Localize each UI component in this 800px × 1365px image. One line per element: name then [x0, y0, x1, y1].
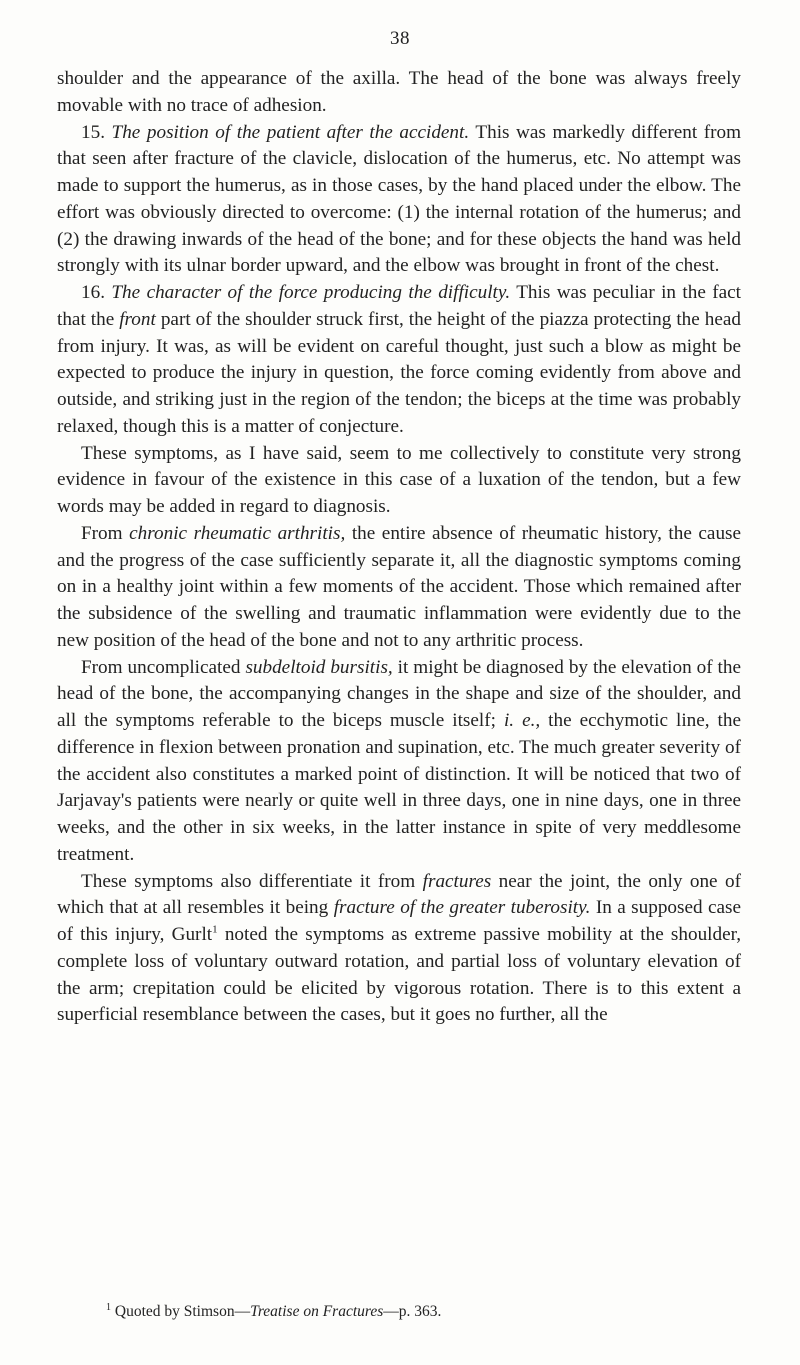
- footnote-text: Quoted by Stimson—: [114, 1303, 251, 1320]
- footnote-marker: 1: [106, 1301, 111, 1313]
- paragraph-text: near the joint, the only one of which that at all resembles it being: [57, 870, 742, 919]
- paragraph-luxation: [57, 441, 741, 521]
- footnote-title: Treatise on Fractures: [250, 1303, 384, 1320]
- paragraph-text: shoulder and the appearance of the axilla. The head of the bone was always freely movable with no trace of adhesion.: [57, 68, 741, 116]
- emphasis: front: [119, 308, 156, 330]
- paragraph-text: In a supposed case of this injury, Gurlt: [57, 897, 742, 945]
- paragraph-number: 15.: [81, 121, 105, 143]
- paragraph-15: [57, 120, 741, 281]
- paragraph-text: the entire absence of rheumatic history, the cause and the progress of the case sufficiently separate it, all the diagnostic symptoms coming on in a healthy joint within a few moments of the accident. Those which remained after the subsidence of the swelling and traumatic inflammation were evidently due to the new position of the head of the bone and not to any arthritic process.: [57, 522, 742, 651]
- paragraph-text: it might be diagnosed by the elevation of the head of the bone, the accompanying changes in the shape and size of the shoulder, and all the symptoms referable to the biceps muscle itself;: [57, 656, 741, 731]
- paragraph-text: These symptoms, as I have said, seem to me collectively to constitute very strong evidence in favour of the existence in this case of a luxation of the tendon, but a few words may be added in regard to diagnosis.: [57, 442, 741, 517]
- footnote: [106, 1302, 746, 1322]
- paragraph-number: 16.: [81, 282, 105, 303]
- emphasis: chronic rheumatic arthritis,: [129, 522, 346, 544]
- body-text: [57, 66, 741, 1029]
- paragraph-text: the ecchymotic line, the difference in flexion between pronation and supination, etc. The much greater severity of the accident also constitutes a marked point of distinction. It will be noticed that two of Jarjavay's patients were nearly or quite well in three days, one in nine days, one in three weeks, and the other in six weeks, in the latter instance in spite of very meddlesome treatment.: [57, 710, 742, 865]
- section-heading: The position of the patient after the accident.: [111, 121, 470, 143]
- emphasis: i. e.,: [503, 710, 541, 731]
- emphasis: fractures: [422, 870, 492, 892]
- footnote-text: —p. 363.: [383, 1303, 442, 1320]
- paragraph-text: This was peculiar in the fact that the: [57, 282, 742, 330]
- paragraph-text: From uncomplicated: [81, 656, 241, 678]
- paragraph-text: From: [81, 522, 123, 544]
- paragraph-continuation: [57, 66, 741, 120]
- paragraph-text: part of the shoulder struck first, the height of the piazza protecting the head from injury. It was, as will be evident on careful thought, just such a blow as might be expected to produce the injury in question, the force coming evidently from above and outside, and striking just in the region of the tendon; the biceps at the time was probably relaxed, though this is a matter of conjecture.: [57, 308, 741, 437]
- section-heading: The character of the force producing the difficulty.: [111, 282, 511, 303]
- paragraph-16: [57, 280, 741, 441]
- paragraph-fractures: [57, 869, 741, 1030]
- page-number: 38: [390, 28, 410, 49]
- paragraph-rheumatic: [57, 521, 741, 655]
- paragraph-text: This was markedly different from that seen after fracture of the clavicle, dislocation of the humerus, etc. No attempt was made to support the humerus, as in those cases, by the hand placed under the elbow. The effort was obviously directed to overcome: (1) the internal rotation of the humerus; and (2) the drawing inwards of the head of the bone; and for these objects the hand was held strongly with its ulnar border upward, and the elbow was brought in front of the chest.: [57, 121, 742, 277]
- emphasis: fracture of the greater tuberosity.: [333, 897, 591, 919]
- footnote-ref: 1: [212, 923, 218, 936]
- emphasis: subdeltoid bursitis,: [245, 656, 393, 678]
- paragraph-text: These symptoms also differentiate it from: [81, 870, 416, 892]
- paragraph-text: noted the symptoms as extreme passive mobility at the shoulder, complete loss of voluntary outward rotation, and partial loss of voluntary elevation of the arm; crepitation could be elicited by vigorous rotation. There is to this extent a superficial resemblance between the cases, but it goes no further, all the: [57, 924, 742, 1026]
- paragraph-bursitis: [57, 655, 741, 869]
